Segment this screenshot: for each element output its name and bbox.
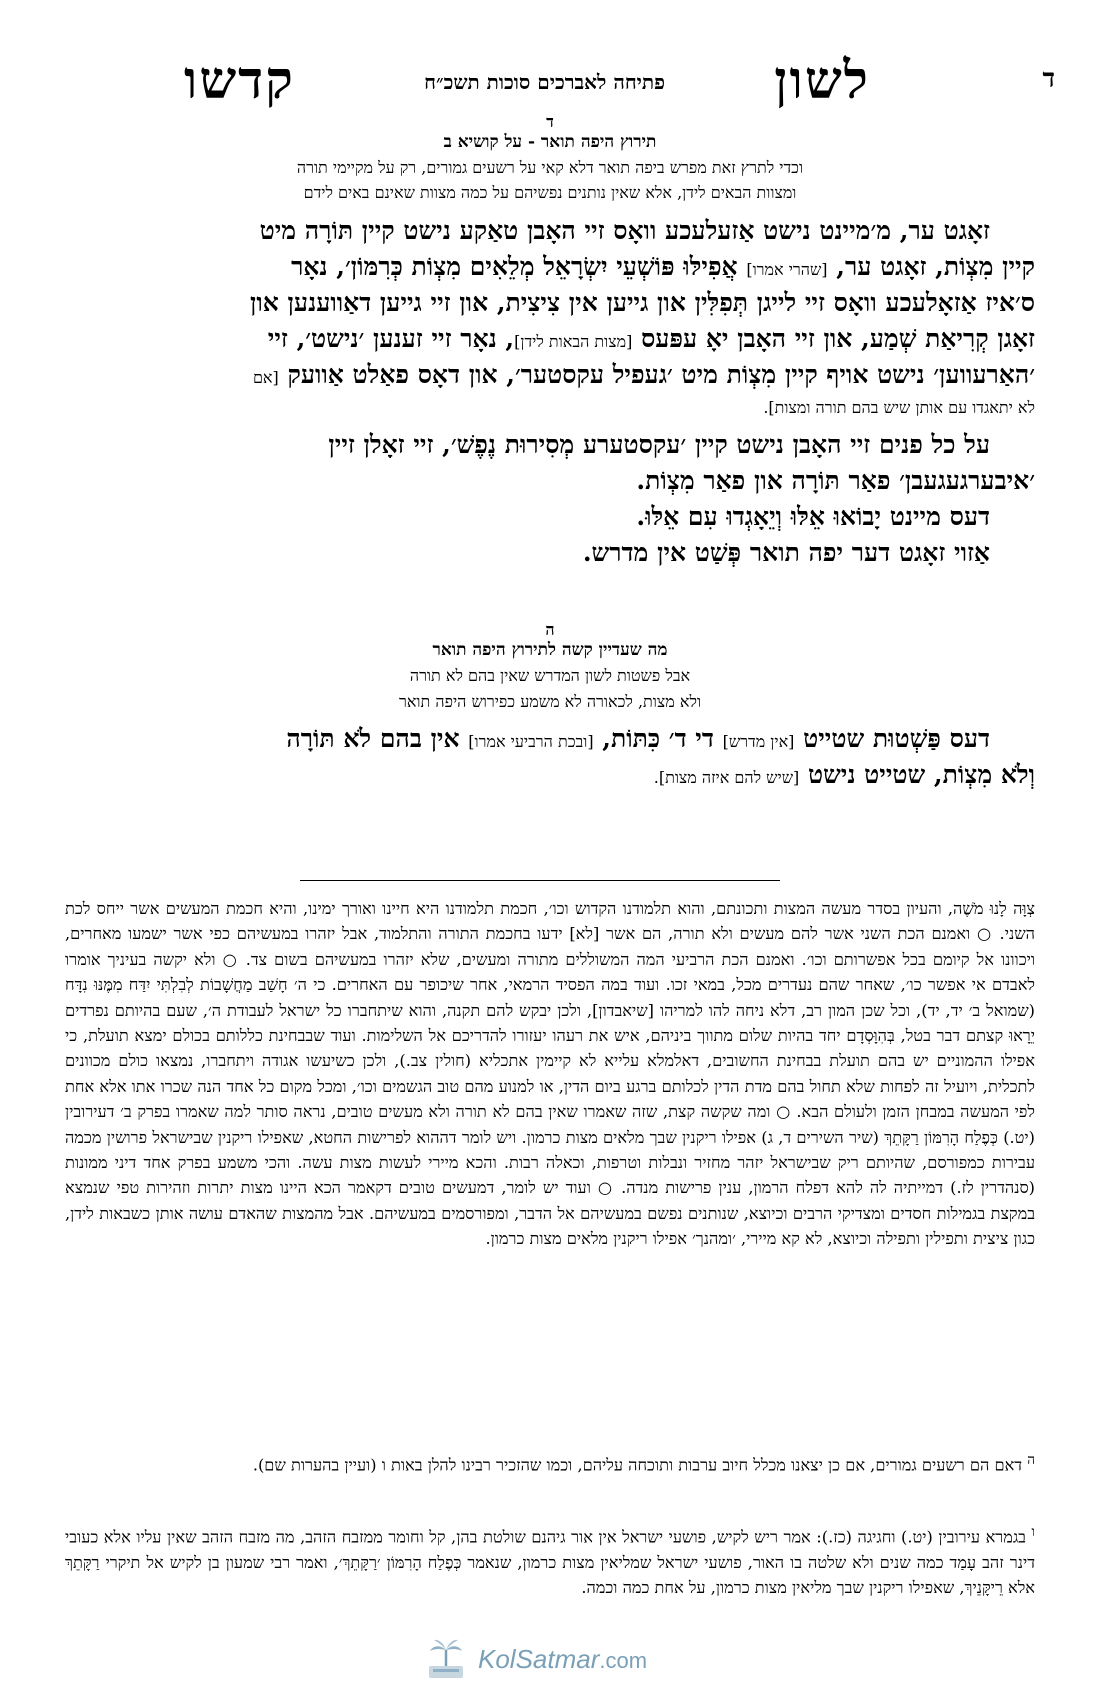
- site-name: KolSatmar.com: [478, 1644, 648, 1674]
- footnote: $^ה$ דאם הם רשעים גמורים, אם כן יצאנו מכלל חיוב ערבות ותוכחה עליהם, וכמו שהזכיר רבינו להלן באות ו (ועיין בהערות שם).: [252, 1452, 1035, 1475]
- paragraph-line: על כל פנים זיי האָבן נישט קיין ׳עקסטערע מְסִירוּת נֶפֶשׁ׳, זיי זאָלן זיין: [328, 430, 990, 459]
- palm-book-icon: [425, 1636, 467, 1680]
- page-number: ד: [1042, 64, 1055, 94]
- page-header: [45, 50, 1055, 110]
- footnote: $^ו$ בגמרא עירובין (יט.) וחגיגה (כז.): אמר ריש לקיש, פושעי ישראל אין אור גיהנם שולטת בהן, קל וחומר ממזבח הזהב, מה מזבח הזהב שאין עליו אלא כעובי דינר זהב עָמַד כמה שנים ולא שלטה בו האור, פושעי ישראל שמליאין מצות כרמון, שנאמר כְּפֶלַח הָרִמּוֹן ׳רַקָּתֵךְ׳, ואמר רבי שמעון בן לקיש אל תיקרי רַקָּתֵךְ אלא רֵיקָּנֵיךְ, שאפילו ריקנין שבך מליאין מצות כרמון, על אחת כמה וכמה.: [65, 1524, 1035, 1598]
- paragraph-line: זאָגן קְרִיאַת שְׁמַע, און זיי האָבן יאָ עפּעס [מצות הבאות לידן], נאָר זיי זענען ׳נישט׳, זיי: [267, 324, 1035, 353]
- inline-note: [אין מדרש]: [722, 732, 795, 751]
- section-summary-line: ולא מצות, לכאורה לא משמע כפירוש היפה תואר: [398, 692, 702, 711]
- inline-note: [שיש להם איזה מצות].: [653, 768, 800, 787]
- header-subtitle: פתיחה לאברכים סוכות תשכ״ח: [424, 70, 665, 94]
- paragraph-line: דעס מיינט יָבוֹאוּ אֵלּוּ וְיֵאָגְדוּ עִם אֵלּוּ.: [636, 502, 990, 531]
- paragraph-line: קיין מִצְוֹת, זאָגט ער, [שהרי אמרו] אֲפִילּוּ פּוֹשְׁעֵי יִשְׂרָאֵל מְלֵאִים מִצְוֹת כְּרִמּוֹן׳, נאָר: [291, 252, 1035, 281]
- section-title: תירוץ היפה תואר - על קושיא ב: [443, 132, 657, 152]
- footnote-mark: ו: [1031, 1524, 1035, 1540]
- section-summary-line: וכדי לתרץ זאת מפרש ביפה תואר דלא קאי על רשעים גמורים, רק על מקיימי תורה: [296, 158, 804, 177]
- section-number: ד: [546, 112, 554, 131]
- inline-note: [אם: [252, 368, 279, 387]
- section-summary-line: אבל פשטות לשון המדרש שאין בהם לא תורה: [409, 666, 691, 685]
- paragraph-line: זאָגט ער, מ׳מיינט נישט אַזעלעכע וואָס זיי האָבן טאַקע נישט קיין תּוֹרָה מיט: [259, 216, 990, 245]
- inline-note: [מצות הבאות לידן]: [514, 332, 633, 351]
- paragraph-line: וְלֹא מִצְוֹת, שטייט נישט [שיש להם איזה מצות].: [653, 760, 1035, 789]
- section-title: מה שעדיין קשה לתירוץ היפה תואר: [432, 640, 668, 660]
- header-title-right: לשון: [774, 50, 870, 111]
- site-watermark: [0, 1636, 1100, 1682]
- paragraph-line: ׳איבערגעגעבן׳ פאַר תּוֹרָה און פאַר מִצְוֹת.: [636, 466, 1035, 495]
- inline-note: [ובכת הרביעי אמרו]: [468, 732, 594, 751]
- section-summary-line: ומצוות הבאים לידן, אלא שאין נותנים נפשיהם על כמה מצוות שאינם באים לידם: [303, 183, 797, 202]
- footnote-mark: ה: [1027, 1452, 1035, 1468]
- paragraph-line: דעס פַּשְׁטוּת שטייט [אין מדרש] די ד׳ כִּתּוֹת, [ובכת הרביעי אמרו] אין בהם לֹא תּוֹרָה: [286, 724, 990, 753]
- inline-note: [שהרי אמרו]: [746, 260, 828, 279]
- divider-rule: [300, 880, 780, 881]
- inline-note: לא יתאגדו עם אותן שיש בהם תורה ומצות].: [763, 398, 1035, 417]
- section-number: ה: [545, 620, 555, 639]
- paragraph-line: ׳האַרעווען׳ נישט אויף קיין מִצְוֹת מיט ׳געפיל עקסטער׳, און דאָס פאַלט אַוועק [אם: [252, 360, 1035, 389]
- paragraph-line: ס׳איז אַזאָלעכע וואָס זיי לייגן תְּפִלִּין און גייען אין צִיצִית, און זיי גייען דאַווענען און: [250, 288, 1035, 317]
- header-title-left: קדשו: [184, 50, 295, 111]
- commentary-notes: צְוָּה לָנוּ מֹשֶׁה, והעיון בסדר מעשה המצות ותכונתם, והוא תלמודנו הקדוש וכו׳, חכמת תלמודנו היא חיינו ואורך ימינו, והיא חכמת המעשים אשר ייחס לכת השני. ○ ואמנם הכת השני אשר להם מעשים ולא תורה, הם אשר [לא] ידעו בחכמת התורה והתלמוד, אבל יזהרו במעשיהם כפי אשר ישמעו מאחרים, ויכוונו אל קיומם בכל אפשרותם וכו׳. ואמנם הכת הרביעי המה המשוללים מתורה ומעשים, שלא יזהרו במעשיהם בשום צד. ○ ולא יקשה בעיניך אומרו לאבדם אי אפשר כו׳, שאחר שהם נעדרים מכל, במאי זכו. ועוד במה הפסיד הרמאי, אחר שיכופר עם האחרים. כי ה׳ חָשַׁב מַחֲשָׁבוֹת לְבִלְתִּי יִדַּח מִמֶּנּוּ נִדָּח (שמואל ב׳ יד, יד), וכל שכן המון רב, דלא ניחה להו למריהו [שיאבדון], ולכן יבקש להם תקנה, והוא שיתחברו כל ישראל לעבודת ה׳, שעם בהיותם נפרדים יֵרָאוּ קצתם דבר בטל, בְּהִוָּסְדָם יחד בהיות שלום מתווך ביניהם, איש את רעהו יעזורו להדריכם אל השלימות. ועוד שבבחינת כללותם בכולם ימצא תועלת, כי אפילו ההמוניים יש בהם תועלת בבחינת החשובים, דאלמלא עלייא לא קיימין אתכליא (חולין צב.), ולכן כשיעשו אגודה ויתחברו, נמצאו כולם מכוונים לתכלית, ויועיל זה לפחות שלא תחול בהם מדת הדין לכלותם ברגע ביום הדין, או למנוע מהם טוב הגשמים וכו׳, ומכל מקום כל אחד הנה שכרו אתו אלא אחת לפי המעשה במבחן הזמן ולעולם הבא. ○ ומה שקשה קצת, שזה שאמרו שאין בהם לא תורה ולא מעשים טובים, נראה סותר למה שאמרו בפרק ב׳ דעירובין (יט.) כְּפֶלַח הָרִמּוֹן רַקָּתֵךְ (שיר השירים ד, ג) אפילו ריקנין שבך מלאים מצות כרמון. ויש לומר דההוא לפרישות החטא, שאפילו ריקנין שבישראל פרושין מכמה עבירות כמפורסם, שהיותם ריק שבישראל יזהר מחזיר ונבלות וטרפות, וכאלה רבות. והכא מיירי לעשות מצות עשה. והכי משמע בפרק אחד דיני ממונות (סנהדרין לז.) דמייתיה לה להא דפלח הרמון, ענין פרישות מנדה. ○ ועוד יש לומר, דמעשים טובים דקאמר הכא היינו מצות יתרות וזהירות טפי שנמצא במקצת בגמילות חסדים ומצדיקי הרבים וכיוצא, שנותנים נפשם במעשיהם אל הדבר, ומפורסמים במעשיהם. אבל מהמצות שהאדם עושה אותן כשבאות לידן, כגון ציצית ותפילין ותפילה וכיוצא, לא קא מיירי, ׳ומהנך׳ אפילו ריקנין מלאים מצות כרמון.: [65, 899, 1035, 1249]
- paragraph-line: אַזוי זאָגט דער יפה תואר פְּשַׁט אין מדרש.: [582, 538, 990, 567]
